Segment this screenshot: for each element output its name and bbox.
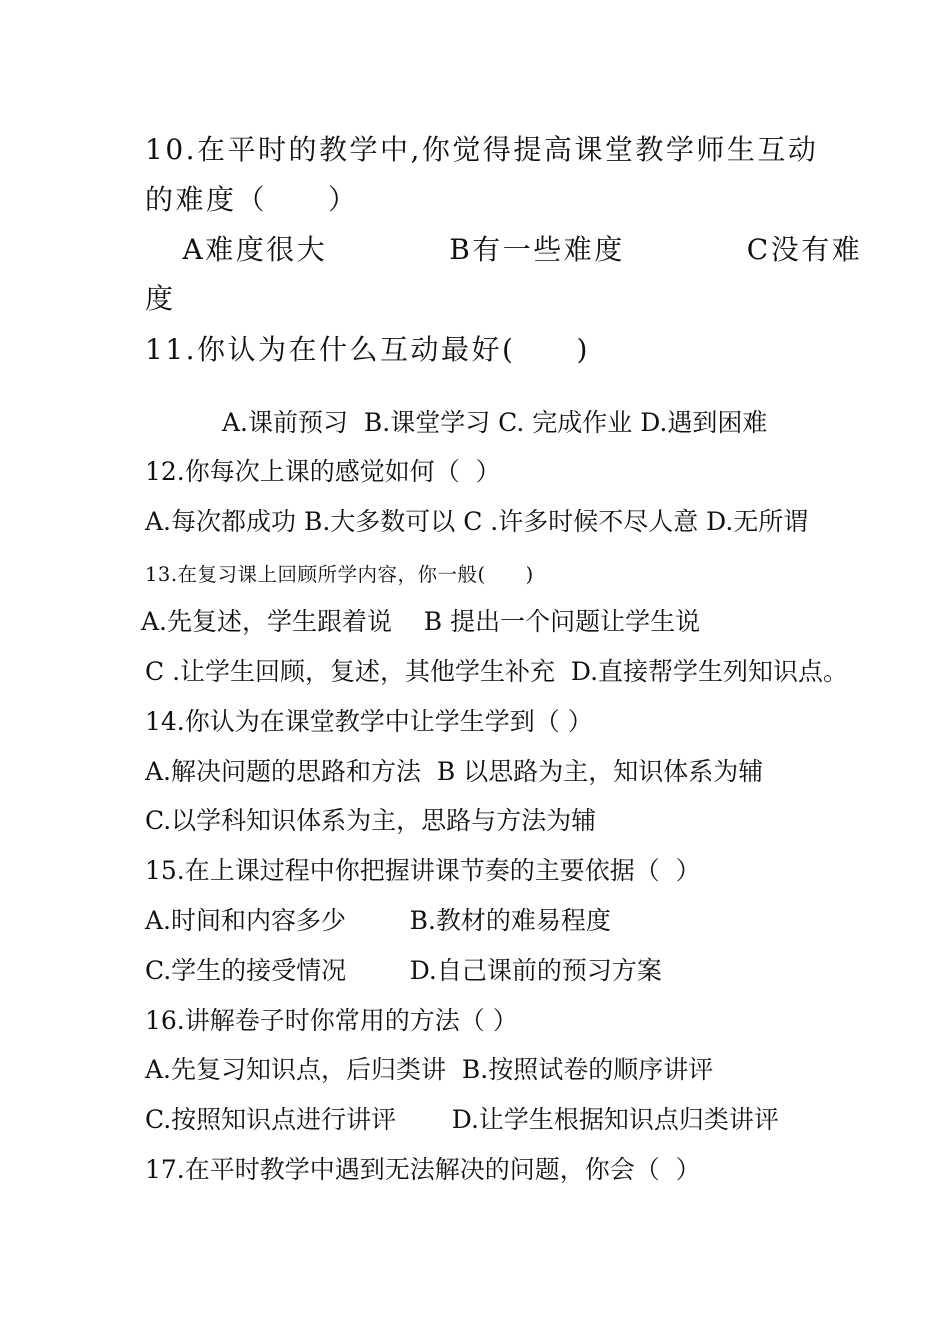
- question-12-stem: 12.你每次上课的感觉如何（ ）: [145, 457, 501, 486]
- question-17-stem: 17.在平时教学中遇到无法解决的问题，你会（ ）: [145, 1155, 701, 1184]
- question-15-stem: 15.在上课过程中你把握讲课节奏的主要依据（ ）: [145, 856, 701, 885]
- question-14-option-c: C.以学科知识体系为主，思路与方法为辅: [145, 806, 597, 835]
- question-13-stem: 13.在复习课上回顾所学内容，你一般( ): [145, 563, 534, 586]
- question-11-stem: 11.你认为在什么互动最好( ): [145, 333, 590, 366]
- question-16-stem: 16.讲解卷子时你常用的方法（ ）: [145, 1006, 518, 1035]
- question-16-options-ab: A.先复习知识点，后归类讲 B.按照试卷的顺序讲评: [145, 1055, 714, 1084]
- question-10-options: A难度很大 B有一些难度 C没有难: [152, 233, 863, 266]
- question-14-stem: 14.你认为在课堂教学中让学生学到（ ）: [145, 707, 593, 736]
- question-10-options-wrap: 度: [145, 282, 176, 315]
- question-12-options: A.每次都成功 B.大多数可以 C .许多时候不尽人意 D.无所谓: [145, 507, 809, 536]
- question-13-options-ab: A.先复述，学生跟着说 B 提出一个问题让学生说: [141, 607, 701, 636]
- question-10-stem-line2: 的难度（ ）: [145, 183, 359, 216]
- question-14-options-ab: A.解决问题的思路和方法 B 以思路为主，知识体系为辅: [145, 757, 764, 786]
- question-15-options-ab: A.时间和内容多少 B.教材的难易程度: [145, 906, 611, 935]
- question-16-options-cd: C.按照知识点进行讲评 D.让学生根据知识点归类讲评: [145, 1105, 779, 1134]
- question-10-stem-line1: 10.在平时的教学中,你觉得提高课堂教学师生互动: [145, 133, 819, 166]
- question-15-options-cd: C.学生的接受情况 D.自己课前的预习方案: [145, 956, 662, 985]
- question-13-options-cd: C .让学生回顾，复述，其他学生补充 D.直接帮学生列知识点。: [145, 657, 849, 686]
- question-11-options: A.课前预习 B.课堂学习 C. 完成作业 D.遇到困难: [222, 408, 768, 437]
